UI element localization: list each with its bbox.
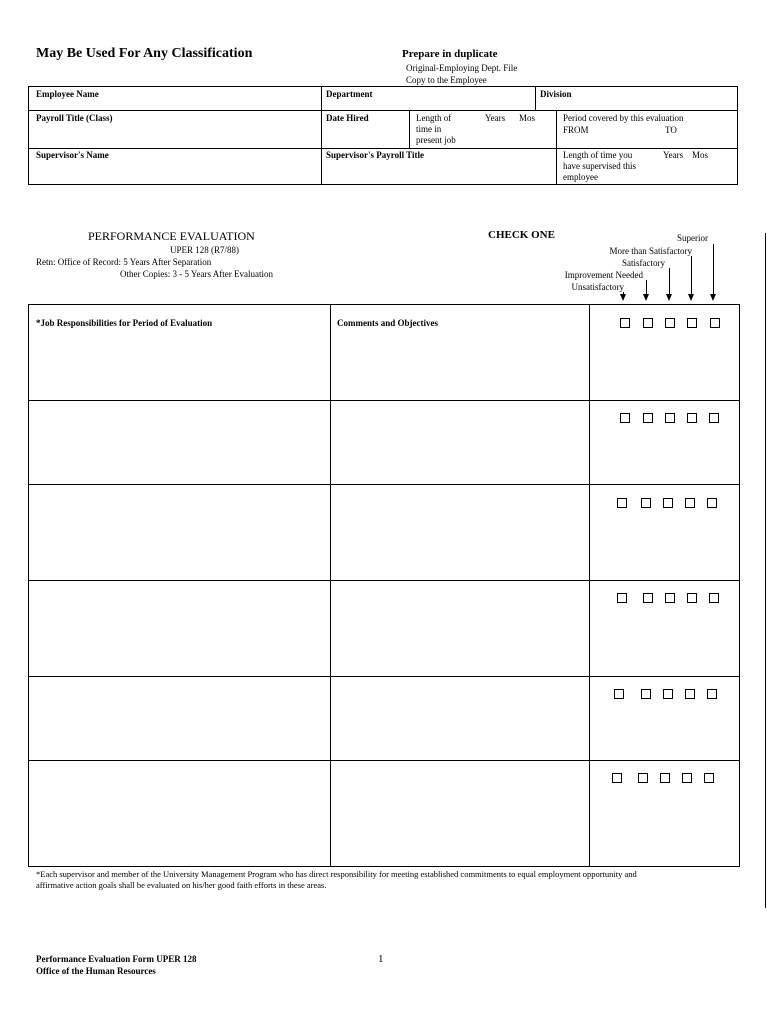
- comments-objectives-header: Comments and Objectives: [337, 318, 438, 328]
- footer-office: Office of the Human Resources: [36, 966, 156, 976]
- rating-checkbox[interactable]: [638, 773, 648, 783]
- rating-checkbox[interactable]: [685, 498, 695, 508]
- check-one-label: CHECK ONE: [488, 229, 555, 241]
- rating-checkbox[interactable]: [612, 773, 622, 783]
- length-job-line2: time in: [416, 124, 442, 134]
- rating-checkbox[interactable]: [685, 689, 695, 699]
- classification-note: May Be Used For Any Classification: [36, 46, 253, 61]
- job-responsibilities-header: *Job Responsibilities for Period of Evaluation: [36, 318, 213, 328]
- rating-checkbox[interactable]: [641, 498, 651, 508]
- rating-checkbox[interactable]: [665, 593, 675, 603]
- margin-rule: [765, 233, 766, 908]
- rating-more-than-satisfactory: More than Satisfactory: [609, 246, 692, 256]
- years-label: Years: [485, 113, 506, 123]
- rating-checkbox[interactable]: [682, 773, 692, 783]
- supervised-line2: have supervised this: [563, 161, 636, 171]
- rating-checkbox[interactable]: [643, 318, 653, 328]
- rating-checkbox[interactable]: [709, 593, 719, 603]
- footnote: *Each supervisor and member of the University Management Program who has direct responsibility for meeting established commitments to equal employment opportunity and affirmative action goals shall be evaluated on his/her good faith efforts in these areas.: [36, 869, 637, 890]
- rating-checkbox[interactable]: [687, 593, 697, 603]
- length-job-line1: Length of: [416, 113, 452, 123]
- period-to-label: TO: [665, 125, 677, 135]
- footer-form-name: Performance Evaluation Form UPER 128: [36, 954, 197, 964]
- rating-checkbox[interactable]: [663, 498, 673, 508]
- supervisor-name-label: Supervisor's Name: [36, 150, 109, 160]
- page-number: 1: [378, 953, 384, 965]
- employee-name-label: Employee Name: [36, 89, 99, 99]
- rating-checkbox[interactable]: [641, 689, 651, 699]
- division-label: Division: [540, 89, 572, 99]
- rating-checkbox[interactable]: [704, 773, 714, 783]
- rating-checkbox[interactable]: [665, 318, 675, 328]
- length-job-line3: present job: [416, 135, 456, 145]
- rating-checkbox[interactable]: [663, 689, 673, 699]
- supervised-years-label: Years: [663, 150, 684, 160]
- rating-checkbox[interactable]: [707, 498, 717, 508]
- rating-checkbox[interactable]: [617, 498, 627, 508]
- rating-checkbox[interactable]: [665, 413, 675, 423]
- payroll-title-label: Payroll Title (Class): [36, 113, 113, 123]
- rating-checkbox[interactable]: [687, 413, 697, 423]
- form-code: UPER 128 (R7/88): [170, 245, 240, 255]
- prepare-line-copy: Copy to the Employee: [406, 75, 487, 85]
- rating-checkbox[interactable]: [643, 593, 653, 603]
- rating-superior: Superior: [677, 233, 708, 243]
- rating-improvement-needed: Improvement Needed: [564, 270, 643, 280]
- rating-checkbox[interactable]: [614, 689, 624, 699]
- retention-line1: Retn: Office of Record: 5 Years After Separation: [36, 257, 212, 267]
- supervisor-payroll-label: Supervisor's Payroll Title: [326, 150, 425, 160]
- retention-line2: Other Copies: 3 - 5 Years After Evaluation: [120, 269, 273, 279]
- period-covered-label: Period covered by this evaluation: [563, 113, 684, 123]
- prepare-title: Prepare in duplicate: [402, 48, 498, 60]
- date-hired-label: Date Hired: [326, 113, 369, 123]
- supervised-line1: Length of time you: [563, 150, 633, 160]
- mos-label: Mos: [519, 113, 536, 123]
- rating-checkbox[interactable]: [709, 413, 719, 423]
- rating-satisfactory: Satisfactory: [622, 258, 665, 268]
- rating-checkbox[interactable]: [620, 318, 630, 328]
- rating-checkbox[interactable]: [617, 593, 627, 603]
- period-from-label: FROM: [563, 125, 589, 135]
- department-label: Department: [326, 89, 373, 99]
- evaluation-title: PERFORMANCE EVALUATION: [88, 229, 255, 243]
- rating-checkbox[interactable]: [643, 413, 653, 423]
- rating-checkbox[interactable]: [660, 773, 670, 783]
- prepare-line-original: Original-Employing Dept. File: [406, 63, 518, 73]
- rating-unsatisfactory: Unsatisfactory: [571, 282, 624, 292]
- rating-checkbox[interactable]: [710, 318, 720, 328]
- rating-checkbox[interactable]: [707, 689, 717, 699]
- supervised-line3: employee: [563, 172, 598, 182]
- supervised-mos-label: Mos: [692, 150, 709, 160]
- rating-checkbox[interactable]: [687, 318, 697, 328]
- rating-checkbox[interactable]: [620, 413, 630, 423]
